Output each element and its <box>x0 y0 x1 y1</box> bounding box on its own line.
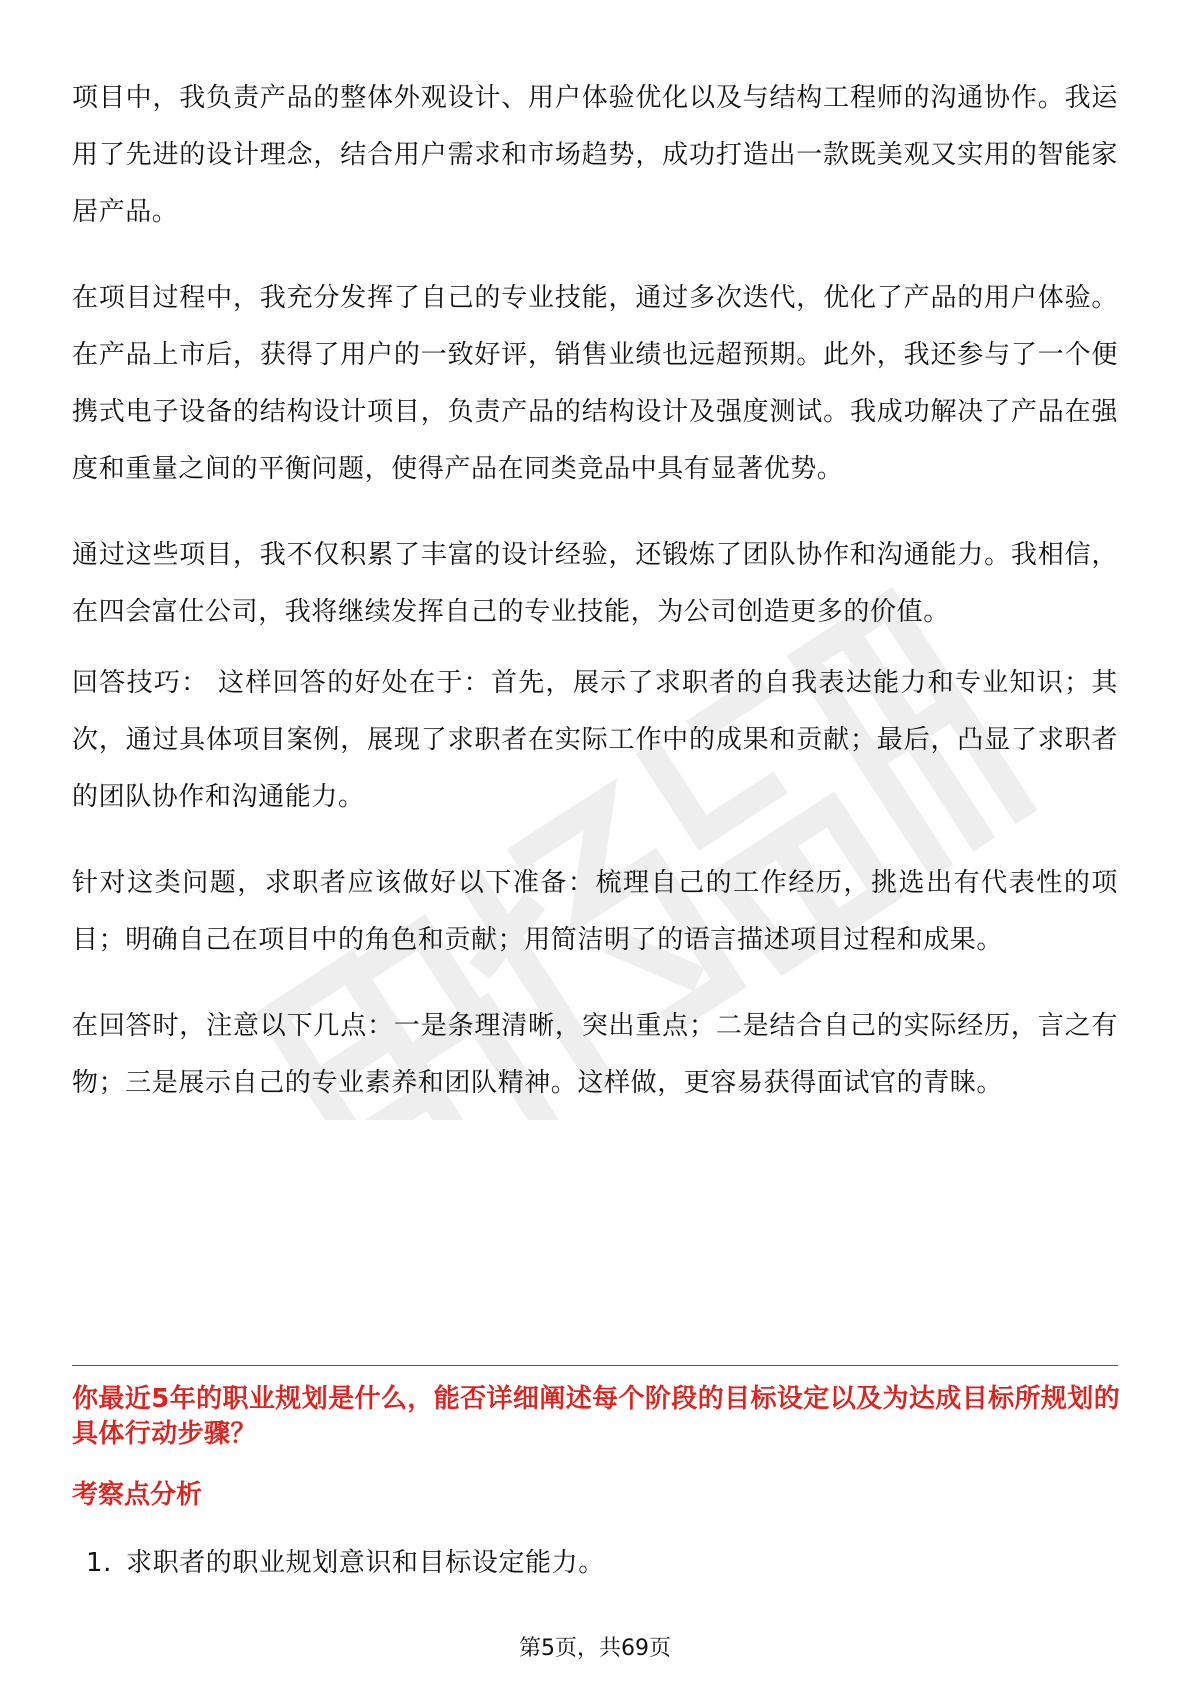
paragraph-answer-tips: 回答技巧： 这样回答的好处在于：首先，展示了求职者的自我表达能力和专业知识；其次，通过具体项目案例，展现了求职者在实际工作中的成果和贡献；最后，凸显了求职者的团队协作和沟通能力。 <box>72 668 1118 812</box>
list-item <box>86 1543 605 1583</box>
paragraph-preparation: 针对这类问题，求职者应该做好以下准备：梳理自己的工作经历，挑选出有代表性的项目；明确自己在项目中的角色和贡献；用简洁明了的语言描述项目过程和成果。 <box>72 868 1118 955</box>
page-footer: 第5页，共69页 <box>519 1636 671 1661</box>
paragraph-project-process: 在项目过程中，我充分发挥了自己的专业技能，通过多次迭代，优化了产品的用户体验。在产品上市后，获得了用户的一致好评，销售业绩也远超预期。此外，我还参与了一个便携式电子设备的结构设计项目，负责产品的结构设计及强度测试。我成功解决了产品在强度和重量之间的平衡问题，使得产品在同类竞品中具有显著优势。 <box>72 283 1118 484</box>
paragraph-notes: 在回答时，注意以下几点：一是条理清晰，突出重点；二是结合自己的实际经历，言之有物；三是展示自己的专业素养和团队精神。这样做，更容易获得面试官的青睐。 <box>72 1011 1118 1098</box>
section-divider <box>72 1365 1118 1366</box>
paragraph-project-summary: 通过这些项目，我不仅积累了丰富的设计经验，还锻炼了团队协作和沟通能力。我相信，在四会富仕公司，我将继续发挥自己的专业技能，为公司创造更多的价值。 <box>72 540 1118 627</box>
document-body <box>72 70 1118 1112</box>
paragraph-project-role: 项目中，我负责产品的整体外观设计、用户体验优化以及与结构工程师的沟通协作。我运用了先进的设计理念，结合用户需求和市场趋势，成功打造出一款既美观又实用的智能家居产品。 <box>72 83 1118 227</box>
list-item-text: 求职者的职业规划意识和目标设定能力。 <box>126 1548 605 1578</box>
list-item-number: 1. <box>86 1548 113 1578</box>
interview-question: 你最近5年的职业规划是什么，能否详细阐述每个阶段的目标设定以及为达成目标所规划的具体行动步骤？ <box>72 1384 1121 1449</box>
analysis-heading: 考察点分析 <box>72 1480 203 1510</box>
